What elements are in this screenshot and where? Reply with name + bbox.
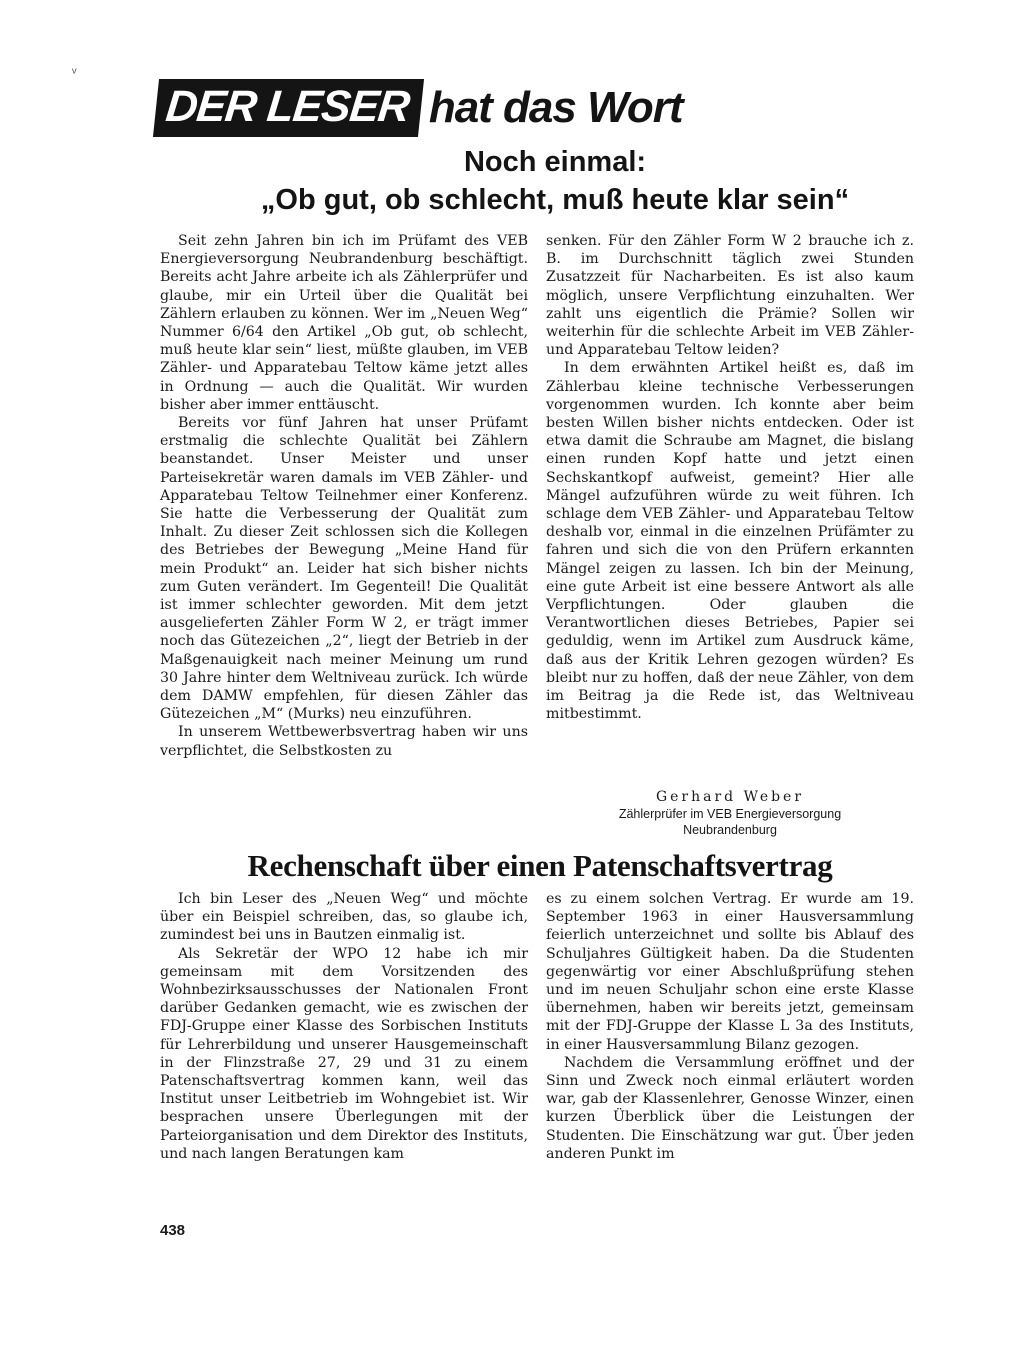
rubric-header <box>156 76 682 140</box>
article2-column-left <box>160 890 528 1163</box>
paragraph: In dem erwähnten Artikel heißt es, daß im Zählerbau kleine technische Verbesserungen vorgenommen wurden. Ich konnte aber beim besten Willen bisher nichts entdecken. Oder ist etwa damit die Schraube am Magnet, die bislang einen runden Kopf hatte und jetzt einen Sechskantkopf aufweist, gemeint? Hier alle Mängel aufzuführen würde zu weit führen. Ich schlage dem VEB Zähler- und Apparatebau Teltow deshalb vor, einmal in die einzelnen Prüfämter zu fahren und sich die von den Prüfern erkannten Mängel zeigen zu lassen. Ich bin der Meinung, eine gute Arbeit ist eine bessere Antwort als alle Verpflichtungen. Oder glauben die Verantwortlichen dieses Betriebes, Papier sei geduldig, wenn im Artikel zum Ausdruck käme, daß aus der Kritik Lehren gezogen würden? Es bleibt nur zu hoffen, daß der neue Zähler, von dem im Beitrag ja die Rede ist, das Weltniveau mitbestimmt. <box>546 360 914 723</box>
paragraph: Ich bin Leser des „Neuen Weg“ und möchte über ein Beispiel schreiben, das, so glaube ich, zumindest bei uns in Bautzen einmalig ist. <box>160 891 528 944</box>
paragraph: senken. Für den Zähler Form W 2 brauche ich z. B. im Durchschnitt täglich zwei Stunden Zusatzzeit für Nacharbeiten. Es ist also kaum möglich, unsere Verpflichtung einzuhalten. Wer zahlt uns eigentlich die Prämie? Sollen wir weiterhin für die schlechte Arbeit im VEB Zähler- und Apparatebau Teltow leiden? <box>546 233 914 359</box>
corner-mark: ᵛ <box>72 64 77 80</box>
rubric-highlight: DER LESER <box>153 79 424 137</box>
article2-column-right <box>546 890 914 1163</box>
page-number: 438 <box>160 1222 186 1239</box>
article1-signature <box>546 788 914 838</box>
article1-column-right <box>546 232 914 723</box>
rubric-rest: hat das Wort <box>428 83 683 132</box>
paragraph: Bereits vor fünf Jahren hat unser Prüfamt erstmalig die schlechte Qualität bei Zählern beanstandet. Unser Meister und unser Parteisekretär waren damals im VEB Zähler- und Apparatebau Teltow Teilnehmer einer Konferenz. Sie hatte die Verbesserung der Qualität zum Inhalt. Zu dieser Zeit schlossen sich die Kollegen des Betriebes der Bewegung „Meine Hand für mein Produkt“ an. Leider hat sich bisher nichts zum Guten verändert. Im Gegenteil! Die Qualität ist immer schlechter geworden. Mit dem jetzt ausgelieferten Zähler Form W 2, er trägt immer noch das Gütezeichen „2“, liegt der Betrieb in der Maßgenauigkeit nach meiner Meinung um rund 30 Jahre hinter dem Weltniveau zurück. Ich würde dem DAMW empfehlen, für diesen Zähler das Gütezeichen „M“ (Murks) neu einzuführen. <box>160 415 528 723</box>
article2-title: Rechenschaft über einen Patenschaftsvertrag <box>247 848 833 883</box>
paragraph: Nachdem die Versammlung eröffnet und der Sinn und Zweck noch einmal erläutert worden war, gab der Klassenlehrer, Genosse Winzer, einen kurzen Überblick über die Leistungen der Studenten. Die Einschätzung war gut. Über jeden anderen Punkt im <box>546 1054 914 1162</box>
article1-column-left <box>160 232 528 760</box>
paragraph: Seit zehn Jahren bin ich im Prüfamt des VEB Energieversorgung Neubrandenburg beschäftigt. Bereits acht Jahre arbeite ich als Zählerprüfer und glaube, mir ein Urteil über die Qualität bei Zählern erlauben zu können. Wer im „Neuen Weg“ Nummer 6/64 den Artikel „Ob gut, ob schlecht, muß heute klar sein“ liest, müßte glauben, im VEB Zähler- und Apparatebau Teltow käme jetzt alles in Ordnung — auch die Qualität. Wir wurden bisher aber immer enttäuscht. <box>160 233 528 413</box>
signature-role: Zählerprüfer im VEB Energieversorgung <box>618 807 842 821</box>
signature-place: Neubrandenburg <box>683 823 777 837</box>
article1-title-line1: Noch einmal: <box>463 146 647 178</box>
paragraph: In unserem Wettbewerbsvertrag haben wir uns verpflichtet, die Selbstkosten zu <box>160 724 528 759</box>
article1-title-line2: „Ob gut, ob schlecht, muß heute klar sein“ <box>260 184 850 216</box>
signature-name: Gerhard Weber <box>655 789 805 805</box>
paragraph: Als Sekretär der WPO 12 habe ich mir gemeinsam mit dem Vorsitzenden des Wohnbezirksausschusses der Nationalen Front darüber Gedanken gemacht, wie es zwischen der FDJ-Gruppe einer Klasse des Sorbischen Instituts für Lehrerbildung und unserer Hausgemeinschaft in der Flinzstraße 27, 29 und 31 zu einem Patenschaftsvertrag kommen kann, weil das Institut unser Leitbetrieb im Wohngebiet ist. Wir besprachen unsere Überlegungen mit der Parteiorganisation und dem Direktor des Instituts, und nach langen Beratungen kam <box>160 945 528 1162</box>
paragraph: es zu einem solchen Vertrag. Er wurde am 19. September 1963 in einer Hausversammlung feierlich unterzeichnet und sollte bis Ablauf des Schuljahres Gültigkeit haben. Da die Studenten gegenwärtig vor einer Abschlußprüfung stehen und im neuen Schuljahr schon eine erste Klasse übernehmen, haben wir bereits jetzt, gemeinsam mit der FDJ-Gruppe der Klasse L 3a des Instituts, in einer Hausversammlung Bilanz gezogen. <box>546 891 914 1053</box>
